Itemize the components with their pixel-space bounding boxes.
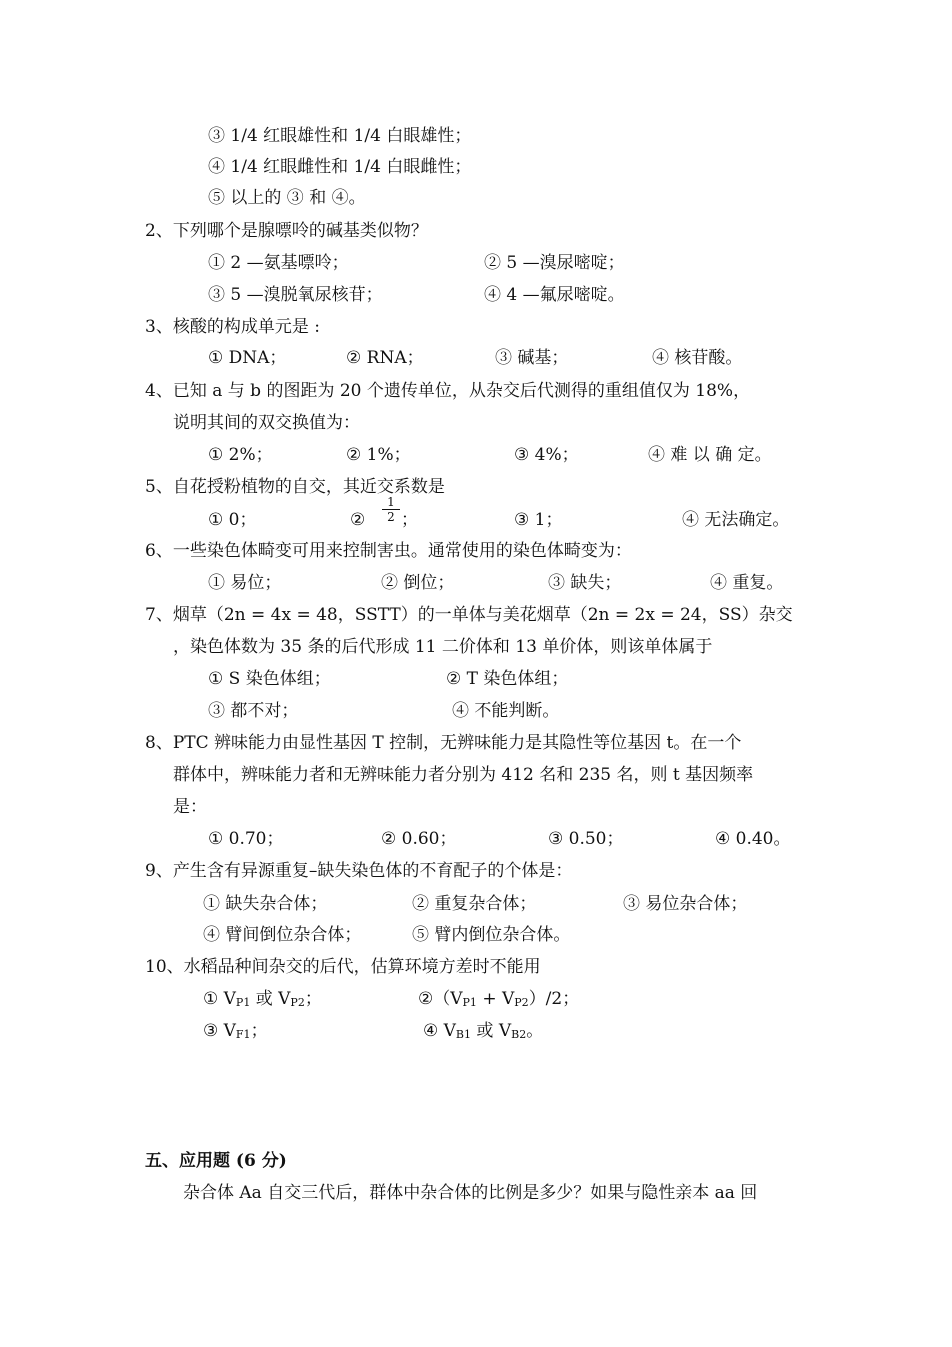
q9-option-4: ④ 臂间倒位杂合体； <box>203 925 362 945</box>
q3-stem: 3、核酸的构成单元是 : <box>145 317 320 337</box>
q4-stem-line-2: 说明其间的双交换值为： <box>173 413 360 433</box>
q8-option-1: ① 0.70； <box>208 829 284 849</box>
q6-stem: 6、一些染色体畸变可用来控制害虫。通常使用的染色体畸变为： <box>145 541 632 561</box>
section-5-heading: 五、应用题 (6 分) <box>145 1151 287 1171</box>
q6-option-3: ③ 缺失； <box>548 573 622 593</box>
q3-option-3: ③ 碱基； <box>495 348 569 368</box>
q9-option-3: ③ 易位杂合体； <box>623 894 748 914</box>
q8-option-4: ④ 0.40。 <box>715 829 791 849</box>
q8-option-3: ③ 0.50； <box>548 829 624 849</box>
q9-stem: 9、产生含有异源重复–缺失染色体的不育配子的个体是： <box>145 861 573 881</box>
q10-option-2 <box>418 989 579 1013</box>
q10-option-4 <box>423 1021 543 1045</box>
q1-option-4: ④ 1/4 红眼雌性和 1/4 白眼雌性； <box>208 157 472 177</box>
q5-option-2-suffix: ； <box>401 510 418 530</box>
q4-stem-line-1: 4、已知 a 与 b 的图距为 20 个遗传单位，从杂交后代测得的重组值仅为 18%， <box>145 381 751 401</box>
q10-option-1-text-a: ① V <box>203 989 236 1009</box>
q10-option-1-text-b: 或 V <box>250 989 291 1009</box>
q2-option-3: ③ 5 —溴脱氧尿核苷； <box>208 285 383 305</box>
q7-option-4: ④ 不能判断。 <box>452 701 560 721</box>
q9-option-1: ① 缺失杂合体； <box>203 894 328 914</box>
q10-option-3-text-a: ③ V <box>203 1021 236 1041</box>
q5-option-1: ① 0； <box>208 510 257 530</box>
q10-option-2-sub-1: P1 <box>462 996 477 1009</box>
q6-option-4: ④ 重复。 <box>710 573 784 593</box>
q8-stem-line-2: 群体中，辨味能力者和无辨味能力者分别为 412 名和 235 名，则 t 基因频率 <box>173 765 754 785</box>
q9-option-5: ⑤ 臂内倒位杂合体。 <box>412 925 571 945</box>
q2-option-1: ① 2 —氨基嘌呤； <box>208 253 349 273</box>
q10-option-1-sub-2: P2 <box>290 996 305 1009</box>
q3-option-1: ① DNA； <box>208 348 287 368</box>
q8-stem-line-1: 8、PTC 辨味能力由显性基因 T 控制，无辨味能力是其隐性等位基因 t。在一个 <box>145 733 742 753</box>
q7-option-3: ③ 都不对； <box>208 701 299 721</box>
q5-option-3: ③ 1； <box>514 510 563 530</box>
q7-stem-line-1: 7、烟草（2n = 4x = 48，SSTT）的一单体与美花烟草（2n = 2x = 24，SS）杂交 <box>145 605 793 625</box>
q5-option-2-prefix: ② <box>350 510 366 530</box>
q10-option-1-sub-1: P1 <box>235 996 251 1009</box>
fraction-denominator: 2 <box>387 510 395 524</box>
q10-option-4-sub-2: B2 <box>511 1028 527 1041</box>
q7-option-2: ② T 染色体组； <box>446 669 569 689</box>
q4-option-4: ④ 难 以 确 定。 <box>648 445 772 465</box>
q10-option-3 <box>203 1021 268 1045</box>
q8-option-2: ② 0.60； <box>381 829 457 849</box>
q10-option-4-text-a: ④ V <box>423 1021 456 1041</box>
q4-option-3: ③ 4%； <box>514 445 579 465</box>
q7-stem-line-2: ，染色体数为 35 条的后代形成 11 二价体和 13 单价体，则该单体属于 <box>173 637 713 657</box>
q5-option-4: ④ 无法确定。 <box>682 510 790 530</box>
q10-option-4-text-b: 或 V <box>471 1021 512 1041</box>
q10-option-2-text-c: ）/2； <box>528 989 580 1009</box>
section-5-question-text: 杂合体 Aa 自交三代后，群体中杂合体的比例是多少？如果与隐性亲本 aa 回 <box>183 1183 758 1203</box>
q7-option-1: ① S 染色体组； <box>208 669 331 689</box>
q4-option-2: ② 1%； <box>346 445 411 465</box>
q2-stem: 2、下列哪个是腺嘌呤的碱基类似物？ <box>145 221 428 241</box>
q3-option-2: ② RNA； <box>346 348 424 368</box>
q10-option-4-sub-1: B1 <box>455 1028 472 1041</box>
q10-option-3-text-b: ； <box>250 1021 268 1041</box>
q5-stem: 5、自花授粉植物的自交，其近交系数是 <box>145 477 445 497</box>
q1-option-3: ③ 1/4 红眼雄性和 1/4 白眼雄性； <box>208 126 472 146</box>
q2-option-2: ② 5 —溴尿嘧啶； <box>484 253 625 273</box>
q10-option-1 <box>203 989 322 1013</box>
q6-option-2: ② 倒位； <box>381 573 455 593</box>
q10-option-3-sub: F1 <box>235 1028 251 1041</box>
q10-option-1-text-c: ； <box>304 989 322 1009</box>
q1-option-5: ⑤ 以上的 ③ 和 ④。 <box>208 188 366 208</box>
q10-option-2-text-b: + V <box>476 989 515 1009</box>
q4-option-1: ① 2%； <box>208 445 273 465</box>
q10-stem: 10、水稻品种间杂交的后代，估算环境方差时不能用 <box>145 957 541 977</box>
q8-stem-line-3: 是： <box>173 797 207 817</box>
q3-option-4: ④ 核苷酸。 <box>652 348 743 368</box>
q5-option-2-fraction <box>382 496 400 523</box>
fraction-numerator: 1 <box>387 495 395 509</box>
q6-option-1: ① 易位； <box>208 573 282 593</box>
q2-option-4: ④ 4 —氟尿嘧啶。 <box>484 285 625 305</box>
q10-option-2-sub-2: P2 <box>514 996 529 1009</box>
q10-option-2-text-a: ②（V <box>418 989 463 1009</box>
q10-option-4-text-c: 。 <box>526 1021 544 1041</box>
q9-option-2: ② 重复杂合体； <box>412 894 537 914</box>
